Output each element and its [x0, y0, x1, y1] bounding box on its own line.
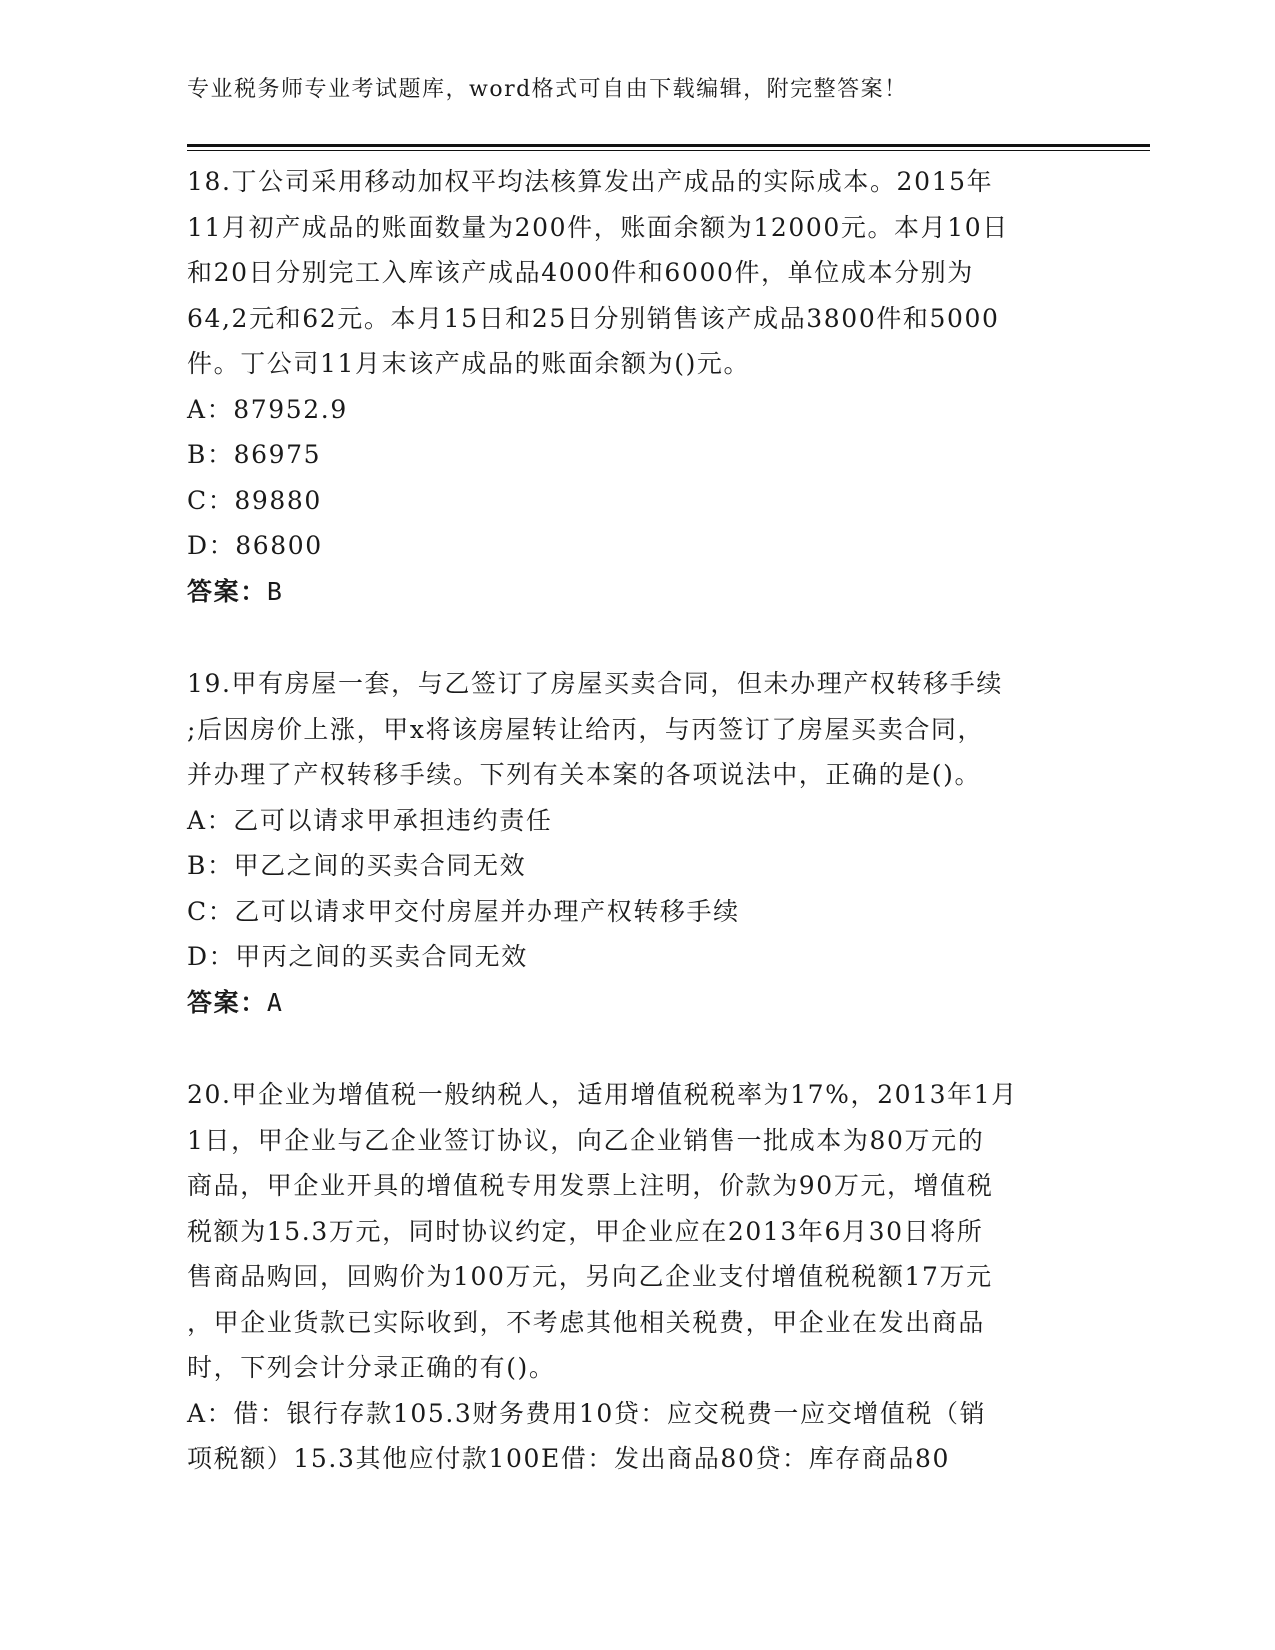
option-a: A：87952.9	[187, 394, 348, 424]
option-d: D：甲丙之间的买卖合同无效	[187, 942, 528, 971]
option-a-continued: 项税额）15.3其他应付款100E借：发出商品80贷：库存商品80	[187, 1444, 951, 1473]
option-b: B：甲乙之间的买卖合同无效	[187, 851, 527, 880]
question-stem-line: 并办理了产权转移手续。下列有关本案的各项说法中，正确的是()。	[187, 760, 982, 789]
question-20	[187, 1072, 1087, 1482]
question-stem-line: 税额为15.3万元，同时协议约定，甲企业应在2013年6月30日将所	[187, 1216, 984, 1246]
question-stem-line: 1日，甲企业与乙企业签订协议，向乙企业销售一批成本为80万元的	[187, 1125, 985, 1155]
answer-label: 答案：	[187, 987, 267, 1017]
question-19	[187, 661, 1087, 1025]
option-c: C：乙可以请求甲交付房屋并办理产权转移手续	[187, 896, 740, 926]
spacer	[187, 1025, 1087, 1072]
question-18	[187, 159, 1087, 614]
question-stem-line: 商品，甲企业开具的增值税专用发票上注明，价款为90万元，增值税	[187, 1171, 994, 1200]
question-stem-line: 11月初产成品的账面数量为200件，账面余额为12000元。本月10日	[187, 212, 1009, 242]
option-a: A：借：银行存款105.3财务费用10贷：应交税费一应交增值税（销	[187, 1398, 987, 1428]
question-stem-line: 19.甲有房屋一套，与乙签订了房屋买卖合同，但未办理产权转移手续	[187, 669, 1003, 698]
header-note: 专业税务师专业考试题库，word格式可自由下载编辑，附完整答案！	[187, 77, 908, 102]
question-stem-line: 时，下列会计分录正确的有()。	[187, 1353, 556, 1382]
answer-value: A	[266, 987, 284, 1017]
question-stem-line: 20.甲企业为增值税一般纳税人，适用增值税税率为17%，2013年1月	[187, 1080, 1018, 1109]
question-list	[187, 159, 1087, 1482]
question-stem-line: 64,2元和62元。本月15日和25日分别销售该产成品3800件和5000	[187, 303, 1000, 333]
spacer	[187, 614, 1087, 661]
question-stem-line: 和20日分别完工入库该产成品4000件和6000件，单位成本分别为	[187, 258, 974, 287]
option-c: C：89880	[187, 485, 322, 515]
answer-line	[187, 980, 1087, 1026]
question-stem-line: ;后因房价上涨，甲x将该房屋转让给丙，与丙签订了房屋买卖合同，	[187, 714, 985, 744]
question-stem-line: 18.丁公司采用移动加权平均法核算发出产成品的实际成本。2015年	[187, 167, 994, 196]
header-divider-thin	[187, 150, 1150, 151]
question-stem-line: 售商品购回，回购价为100万元，另向乙企业支付增值税税额17万元	[187, 1262, 993, 1291]
option-a: A：乙可以请求甲承担违约责任	[187, 805, 553, 835]
header-divider	[187, 144, 1150, 147]
option-d: D：86800	[187, 531, 323, 560]
answer-label: 答案：	[187, 576, 267, 606]
question-stem-line: 件。丁公司11月末该产成品的账面余额为()元。	[187, 349, 751, 378]
answer-line	[187, 569, 1087, 615]
answer-value: B	[266, 576, 284, 606]
question-stem-line: ，甲企业货款已实际收到，不考虑其他相关税费，甲企业在发出商品	[187, 1307, 986, 1337]
option-b: B：86975	[187, 440, 322, 469]
